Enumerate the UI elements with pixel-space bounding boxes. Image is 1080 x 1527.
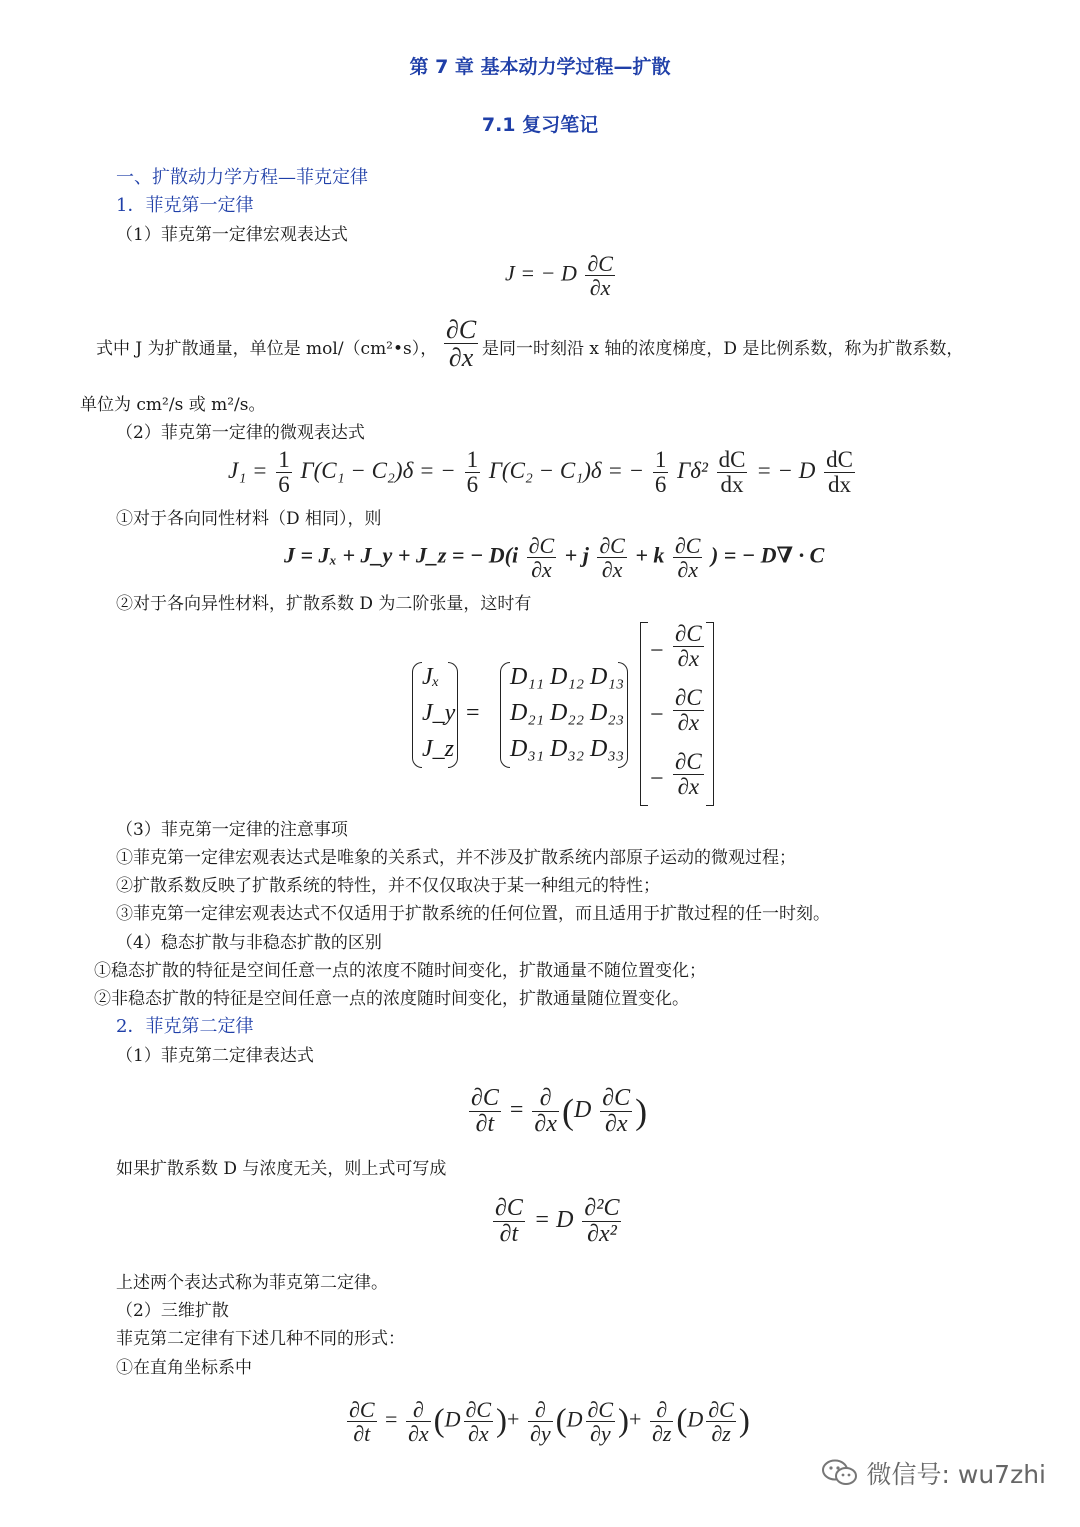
eq4-n1: ∂C [471,1085,499,1111]
eq4-frac3 [600,1086,632,1137]
eq6-d0: ∂t [353,1421,371,1447]
eq6-pz-num: ∂ [650,1398,673,1422]
para-micro-expression: （2）菲克第一定律的微观表达式 [116,423,365,443]
eq2-f3-num: 1 [654,447,667,472]
grad-3-num: ∂C [675,749,702,774]
eq3-frac-j [597,534,627,581]
grad-1-den: ∂x [677,646,700,672]
j-x: Jₓ [422,664,440,690]
eq6-rp3: ) [738,1403,750,1440]
d-row-3: D₃₁ D₃₂ D₃₃ [510,736,625,762]
eq2-frac2 [465,448,481,497]
eq6-cz [706,1398,736,1445]
eq3-fj-den: ∂x [601,557,623,583]
eq5-mid: = D [533,1207,580,1234]
eq6-cx-num: ∂C [465,1397,492,1422]
equation-cartesian [344,1398,750,1445]
eq6-plus2: + [629,1406,642,1432]
para-anisotropic: ②对于各向异性材料，扩散系数 D 为二阶张量，这时有 [116,594,532,614]
para-second-law-name: 上述两个表达式称为菲克第二定律。 [116,1273,388,1293]
para-forms: 菲克第二定律有下述几种不同的形式： [116,1329,405,1349]
grad-3-den: ∂x [677,774,700,800]
eq2-f1-num: 1 [278,447,290,472]
eq6-px-num: ∂ [406,1398,431,1422]
j-vector-left-bracket [412,662,422,768]
inline-frac [444,316,478,372]
eq4-rparen: ) [635,1091,648,1132]
wechat-icon [821,1458,859,1488]
j-y: J_y [422,700,456,726]
eq2-frac5 [824,448,855,497]
equation-fick-first-macro [505,252,618,299]
para-flux-part-a: 式中 J 为扩散通量，单位是 mol/（cm²•s）， [96,339,438,359]
para-isotropic: ①对于各向同性材料（D 相同），则 [116,509,382,529]
eq2-frac4 [717,448,748,497]
para-flux-part-b: 是同一时刻沿 x 轴的浓度梯度，D 是比例系数，称为扩散系数， [482,339,964,359]
eq5-n2: ∂²C [584,1195,620,1221]
para-flux-definition [96,338,437,360]
eq6-rp1: ) [496,1403,508,1440]
eq6-plus1: + [507,1406,520,1432]
eq6-py-den: ∂y [529,1421,551,1447]
eq6-pz-den: ∂z [651,1421,672,1447]
eq6-cy-num: ∂C [587,1397,614,1422]
eq3-fi-den: ∂x [531,557,552,583]
eq6-pz [650,1398,673,1445]
eq1-num: ∂C [587,251,613,276]
gradient-right-bracket [706,622,714,806]
para-steady-1: ①稳态扩散的特征是空间任意一点的浓度不随时间变化，扩散通量不随位置变化； [94,961,706,981]
para-steady-heading: （4）稳态扩散与非稳态扩散的区别 [116,933,382,953]
grad-frac-1-inner [673,622,704,671]
eq6-cy-den: ∂y [589,1421,611,1447]
para-steady-2: ②非稳态扩散的特征是空间任意一点的浓度随时间变化，扩散通量随位置变化。 [94,989,689,1009]
para-second-law-expression: （1）菲克第二定律表达式 [116,1046,314,1066]
d-row-1: D₁₁ D₁₂ D₁₃ [510,664,625,690]
eq6-px-den: ∂x [407,1421,429,1447]
eq2-f4-num: dC [718,447,746,472]
eq6-rp2: ) [618,1403,630,1440]
d-row-2: D₂₁ D₂₂ D₂₃ [510,700,625,726]
eq3-fk-num: ∂C [674,533,701,558]
eq5-d2: ∂x² [587,1221,617,1248]
grad-frac-1 [670,622,707,671]
eq4-D: D [573,1097,592,1124]
eq6-lp3: ( [676,1403,688,1440]
equation-fick-first-micro [228,448,858,497]
eq5-d1: ∂t [499,1221,519,1248]
j-vector-right-bracket [448,662,458,768]
para-units: 单位为 cm²/s 或 m²/s。 [80,395,266,415]
d-matrix-right-bracket [618,662,628,768]
eq5-frac1 [493,1196,525,1247]
para-constant-d: 如果扩散系数 D 与浓度无关，则上式可写成 [116,1159,447,1179]
eq3-t4: ) = − D∇ · C [710,542,825,568]
eq2-frac3 [653,448,669,497]
para-notes-heading: （3）菲克第一定律的注意事项 [116,820,348,840]
eq3-frac-k [673,534,703,581]
eq3-fj-num: ∂C [599,533,625,558]
eq3-t2: + j [564,542,595,568]
eq6-cx [464,1398,494,1445]
para-note-3: ③菲克第一定律宏观表达式不仅适用于扩散系统的任何位置，而且适用于扩散过程的任一时刻。 [116,904,830,924]
eq6-D1: D [444,1406,461,1432]
eq2-frac1 [276,448,292,497]
eq6-D3: D [687,1406,704,1432]
section-title: 7.1 复习笔记 [481,114,599,136]
gradient-left-bracket [640,622,648,806]
wechat-watermark [821,1455,1046,1491]
eq4-d1: ∂t [475,1111,495,1138]
inline-fraction-gradient [441,316,481,372]
grad-frac-3-inner [673,750,704,799]
eq4-n3: ∂C [602,1085,631,1111]
chapter-title: 第 7 章 基本动力学过程—扩散 [409,56,671,78]
eq6-cx-den: ∂x [467,1421,489,1447]
eq3-fi-num: ∂C [528,533,555,558]
eq3-frac-i [527,534,557,581]
eq3-t1: J = Jₓ + J_y + J_z = − D(i [284,542,524,568]
heading-fick-second-law: 2．菲克第二定律 [116,1016,254,1037]
equation-isotropic [284,534,824,581]
para-macro-expression: （1）菲克第一定律宏观表达式 [116,225,348,245]
equation-fick-second-constant [490,1196,624,1247]
eq5-n1: ∂C [495,1195,523,1221]
eq2-f2-den: 6 [466,472,479,498]
eq2-t5: = − D [756,457,822,483]
eq4-lparen: ( [561,1091,574,1132]
eq4-d3: ∂x [604,1111,628,1138]
para-cartesian: ①在直角坐标系中 [116,1358,252,1378]
para-note-2: ②扩散系数反映了扩散系统的特性，并不仅仅取决于某一种组元的特性； [116,876,660,896]
grad-frac-3 [670,750,707,799]
eq6-py [528,1398,553,1445]
heading-fick-laws: 一、扩散动力学方程—菲克定律 [116,167,368,188]
grad-2-den: ∂x [677,710,700,736]
grad-neg-1: − [650,638,664,664]
inline-frac-den: ∂x [448,343,474,373]
eq2-t3: Γ(C₂ − C₁)δ = − [488,457,650,483]
eq6-px [406,1398,431,1445]
grad-neg-2: − [650,702,664,728]
eq2-f3-den: 6 [654,472,667,498]
eq6-cz-num: ∂C [708,1397,734,1422]
eq2-t2: Γ(C₁ − C₂)δ = − [300,457,462,483]
eq6-cz-den: ∂z [711,1421,731,1447]
eq6-py-num: ∂ [528,1398,553,1422]
eq2-t4: Γδ² [677,457,714,483]
para-note-1: ①菲克第一定律宏观表达式是唯象的关系式，并不涉及扩散系统内部原子运动的微观过程； [116,848,796,868]
equation-fick-second [466,1086,647,1137]
eq6-lhs-frac [347,1398,377,1445]
eq1-fraction [585,252,615,299]
eq2-f1-den: 6 [278,472,290,498]
eq6-cy [586,1398,616,1445]
eq6-lp2: ( [555,1403,567,1440]
watermark-text: 微信号: wu7zhi [866,1460,1046,1489]
eq1-den: ∂x [589,275,611,301]
eq6-n0: ∂C [349,1397,375,1422]
eq3-fk-den: ∂x [677,557,698,583]
grad-1-num: ∂C [675,621,702,646]
eq3-t3: + k [635,542,670,568]
eq6-eq: = [385,1406,403,1432]
eq4-eq: = [509,1097,530,1124]
eq2-f5-den: dx [828,472,852,498]
grad-2-num: ∂C [675,685,702,710]
eq6-lp1: ( [433,1403,445,1440]
d-matrix-left-bracket [500,662,510,768]
j-z: J_z [422,736,454,762]
tensor-equals: = [466,700,480,726]
eq4-n2: ∂ [532,1086,559,1112]
eq2-f5-num: dC [826,447,853,472]
eq5-frac2 [582,1196,621,1247]
eq1-lhs: J = − D [505,260,577,286]
eq2-t1: J₁ = [228,457,274,483]
eq2-f4-den: dx [720,472,744,498]
eq2-f2-num: 1 [466,447,479,472]
eq4-d2: ∂x [534,1111,557,1138]
grad-frac-2-inner [673,686,704,735]
inline-frac-num: ∂C [446,315,477,344]
grad-frac-2 [670,686,707,735]
para-3d-diffusion: （2）三维扩散 [116,1301,229,1321]
grad-neg-3: − [650,766,664,792]
heading-fick-first-law: 1．菲克第一定律 [116,195,254,216]
eq6-D2: D [566,1406,583,1432]
eq4-frac2 [532,1086,559,1137]
eq4-frac1 [469,1086,501,1137]
